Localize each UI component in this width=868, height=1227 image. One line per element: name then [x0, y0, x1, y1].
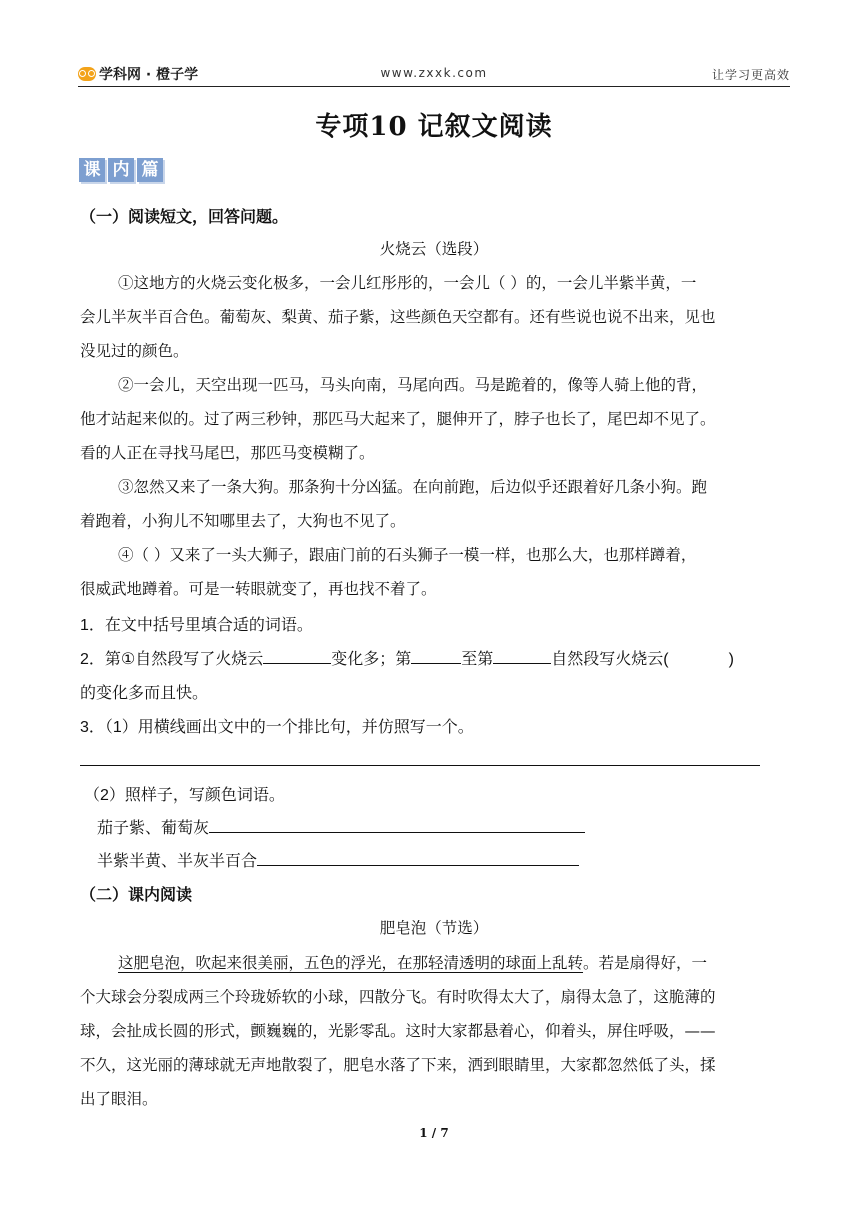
example-text: 茄子紫、葡萄灰: [97, 820, 210, 837]
section-tag-char: 课: [79, 158, 105, 182]
passage-line: 着跑着，小狗儿不知哪里去了，大狗也不见了。: [80, 512, 406, 530]
passage-line: 不久，这光丽的薄球就无声地散裂了，肥皂水落了下来，洒到眼睛里，大家都忽然低了头，揉: [80, 1056, 716, 1074]
passage-line: ①这地方的火烧云变化极多，一会儿红彤彤的，一会儿（ ）的，一会儿半紫半黄，一: [118, 274, 697, 292]
section-tag-char: 篇: [137, 158, 163, 182]
part1-passage-title: 火烧云（选段）: [379, 240, 489, 258]
header-divider: [78, 86, 790, 87]
part1-heading: （一）阅读短文，回答问题。: [80, 207, 289, 226]
header-url: www.zxxk.com: [380, 66, 488, 80]
section-tag: [79, 158, 163, 182]
passage-line: ④（ ）又来了一头大狮子，跟庙门前的石头狮子一模一样，也那么大，也那样蹲着，: [118, 546, 697, 564]
question-2-text: 2．第①自然段写了火烧云: [80, 651, 264, 668]
logo-text: 学科网 · 橙子学: [99, 67, 199, 83]
question-3-example: [97, 815, 585, 838]
passage-line: ③忽然又来了一条大狗。那条狗十分凶猛。在向前跑，后边似乎还跟着好几条小狗。跑: [118, 478, 708, 496]
passage-line: 会儿半灰半百合色。葡萄灰、梨黄、茄子紫，这些颜色天空都有。还有些说也说不出来，见也: [80, 308, 716, 326]
passage-line: 他才站起来似的。过了两三秒钟，那匹马大起来了，腿伸开了，脖子也长了，尾巴却不见了。: [80, 410, 716, 428]
page-header: [78, 64, 790, 86]
question-2-text: 变化多；第: [331, 651, 412, 668]
question-2-cont: 的变化多而且快。: [80, 685, 209, 702]
underlined-sentence: 这肥皂泡，吹起来很美丽，五色的浮光，在那轻清透明的球面上乱转: [118, 954, 584, 972]
question-1: 1．在文中括号里填合适的词语。: [80, 617, 313, 634]
passage-text: 。若是扇得好，一: [583, 954, 708, 972]
page-number: 1 / 7: [419, 1126, 449, 1140]
section-tag-char: 内: [108, 158, 134, 182]
question-2: [80, 646, 734, 669]
passage-line: 出了眼泪。: [80, 1090, 158, 1108]
part2-heading: （二）课内阅读: [80, 885, 193, 904]
answer-line[interactable]: [80, 765, 760, 766]
example-text: 半紫半黄、半灰半百合: [97, 853, 258, 870]
passage-line: ②一会儿，天空出现一匹马，马头向南，马尾向西。马是跪着的，像等人骑上他的背，: [118, 376, 708, 394]
answer-blank[interactable]: [257, 851, 579, 866]
question-3-example: [97, 848, 579, 871]
part2-passage-title: 肥皂泡（节选）: [379, 919, 489, 937]
passage-line: 没见过的颜色。: [80, 342, 189, 360]
passage-line: 很威武地蹲着。可是一转眼就变了，再也找不着了。: [80, 580, 437, 598]
answer-blank[interactable]: [263, 649, 331, 664]
passage-line: 个大球会分裂成两三个玲珑娇软的小球，四散分飞。有时吹得太大了，扇得太急了，这脆薄的: [80, 988, 716, 1006]
question-2-text: 自然段写火烧云(: [551, 651, 669, 668]
answer-blank[interactable]: [411, 649, 461, 664]
answer-blank[interactable]: [493, 649, 551, 664]
answer-blank[interactable]: [209, 818, 585, 833]
question-2-text: ): [728, 651, 734, 668]
page-title: 专项10 记叙文阅读: [315, 112, 553, 142]
passage-line: [118, 951, 707, 973]
header-slogan: 让学习更高效: [711, 68, 790, 82]
question-3-2: （2）照样子，写颜色词语。: [84, 787, 285, 804]
passage-line: 看的人正在寻找马尾巴，那匹马变模糊了。: [80, 444, 375, 462]
passage-line: 球，会扯成长圆的形式，颤巍巍的，光影零乱。这时大家都悬着心，仰着头，屏住呼吸，——: [80, 1022, 716, 1040]
question-3: 3．（1）用横线画出文中的一个排比句，并仿照写一个。: [80, 719, 474, 736]
question-2-text: 至第: [461, 651, 494, 668]
